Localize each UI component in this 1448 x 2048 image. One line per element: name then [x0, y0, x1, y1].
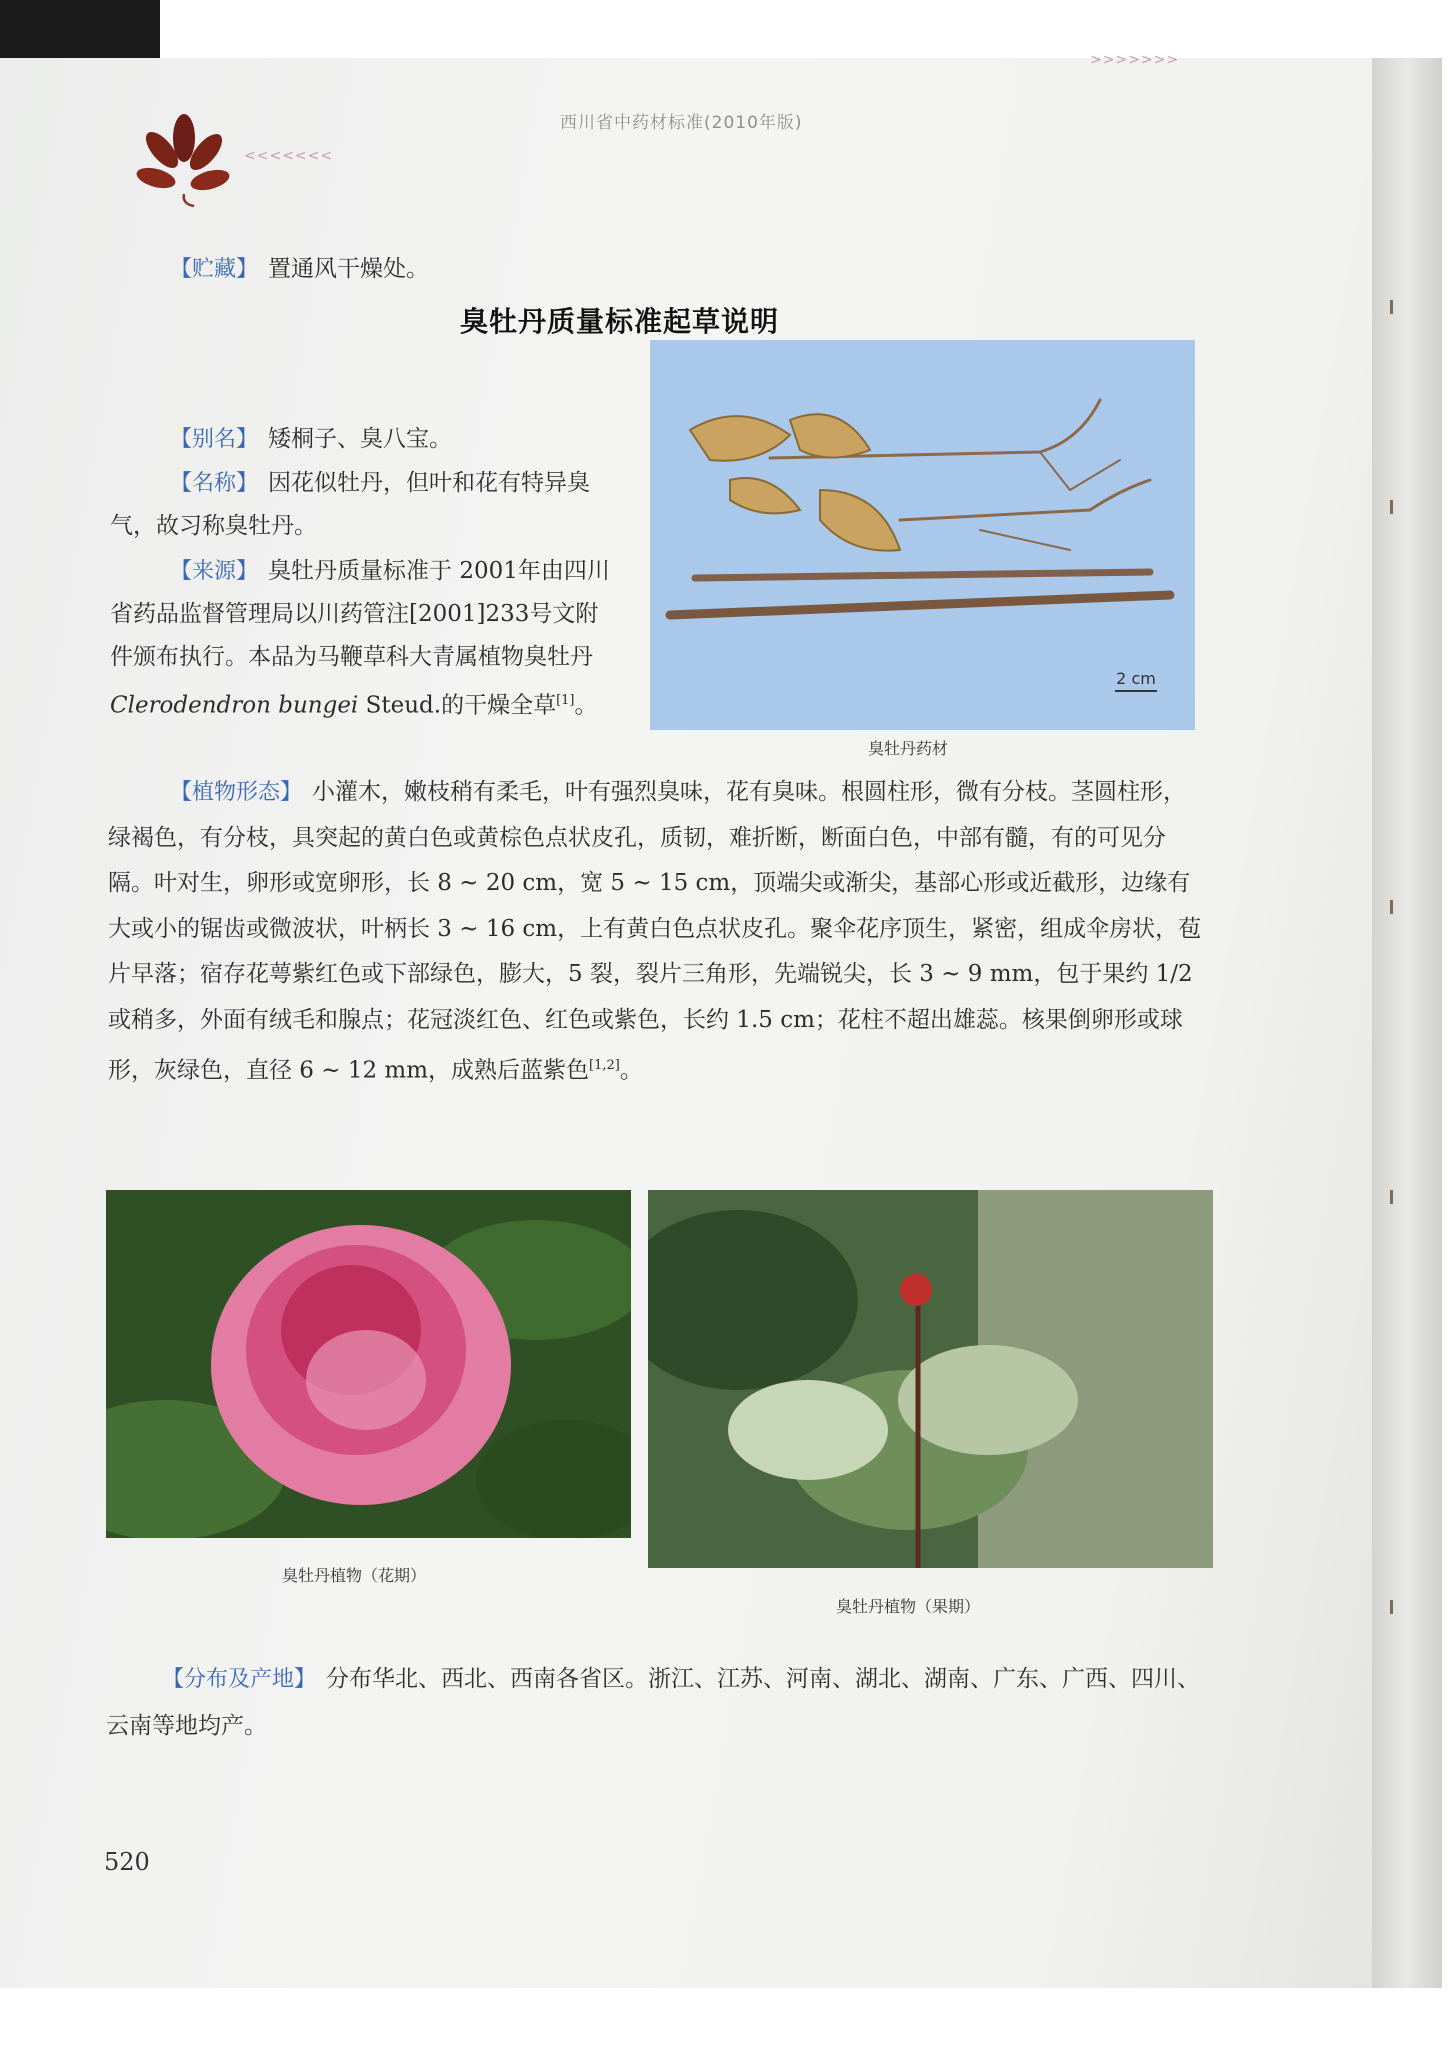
flower-illustration	[106, 1190, 631, 1538]
morphology-end: 。	[619, 1057, 643, 1084]
source-end: 。	[574, 692, 598, 719]
leaf-logo-icon	[122, 108, 232, 208]
fruit-photo	[648, 1190, 1213, 1568]
fruit-illustration	[648, 1190, 1213, 1568]
flower-photo	[106, 1190, 631, 1538]
herb-caption: 臭牡丹药材	[868, 739, 949, 758]
distribution-text: 分布华北、西北、西南各省区。浙江、江苏、河南、湖北、湖南、广东、广西、四川、云南等地均产。	[106, 1666, 1201, 1739]
decorative-chevrons: <<<<<<<	[244, 148, 334, 164]
naming-text: 因花似牡丹，但叶和花有特异臭气，故习称臭牡丹。	[110, 470, 591, 539]
latin-name: Clerodendron bungei	[110, 692, 359, 719]
binding-stitch	[1390, 500, 1393, 514]
herb-illustration	[650, 340, 1195, 730]
page-number: 520	[104, 1848, 150, 1876]
binding-stitch	[1390, 900, 1393, 914]
storage-paragraph	[170, 248, 429, 291]
distribution-paragraph	[106, 1656, 1216, 1749]
running-head: 西川省中药材标准(2010年版)	[560, 113, 803, 133]
morphology-tag: 【植物形态】	[170, 780, 303, 805]
alias-tag: 【别名】	[170, 427, 259, 452]
source-tag: 【来源】	[170, 559, 259, 584]
reference-marker: [1]	[556, 693, 575, 708]
morphology-text: 小灌木，嫩枝稍有柔毛，叶有强烈臭味，花有臭味。根圆柱形，微有分枝。茎圆柱形，绿褐色，有分枝，具突起的黄白色或黄棕色点状皮孔，质韧，难折断，断面白色，中部有髓，有的可见分隔。叶对生，卵形或宽卵形，长 8 ~ 20 cm，宽 5 ~ 15 cm，顶端尖或渐尖，基部心形或近截形，边缘有大或小的锯齿或微波状，叶柄长 3 ~ 16 cm，上有黄白色点状皮孔。聚伞花序顶生，紧密，组成伞房状，苞片早落；宿存花萼紫红色或下部绿色，膨大，5 裂，裂片三角形，先端锐尖，长 3 ~ 9 mm，包于果约 1/2 或稍多，外面有绒毛和腺点；花冠淡红色、红色或紫色，长约 1.5 cm；花柱不超出雄蕊。核果倒卵形或球形，灰绿色，直径 6 ~ 12 mm，成熟后蓝紫色	[108, 779, 1202, 1084]
storage-tag: 【贮藏】	[170, 257, 259, 282]
binding-stitch	[1390, 300, 1393, 314]
naming-tag: 【名称】	[170, 471, 259, 496]
decorative-chevrons: >>>>>>>	[1090, 52, 1180, 68]
scale-bar	[1115, 669, 1157, 692]
source-text: 臭牡丹质量标准于 2001年由四川省药品监督管理局以川药管注[2001]233号文附件颁布执行。本品为马鞭草科大青属植物臭牡丹	[110, 558, 610, 670]
page-edge	[1372, 58, 1442, 1988]
reference-marker: [1,2]	[589, 1058, 620, 1073]
flower-caption: 臭牡丹植物（花期）	[282, 1566, 427, 1585]
distribution-tag: 【分布及产地】	[162, 1667, 317, 1692]
scale-label: 2 cm	[1116, 669, 1156, 688]
fruit-caption: 臭牡丹植物（果期）	[836, 1597, 981, 1616]
alias-paragraph	[110, 418, 610, 461]
herb-photo	[650, 340, 1195, 730]
section-title: 臭牡丹质量标准起草说明	[460, 305, 780, 338]
morphology-paragraph	[108, 770, 1208, 1094]
storage-text: 置通风干燥处。	[268, 256, 430, 282]
alias-text: 矮桐子、臭八宝。	[268, 426, 453, 452]
naming-paragraph	[110, 462, 610, 548]
binding-stitch	[1390, 1600, 1393, 1614]
binding-stitch	[1390, 1190, 1393, 1204]
source-paragraph	[110, 550, 610, 728]
scale-line	[1115, 690, 1157, 692]
source-text-after: Steud.的干燥全草	[358, 692, 557, 719]
